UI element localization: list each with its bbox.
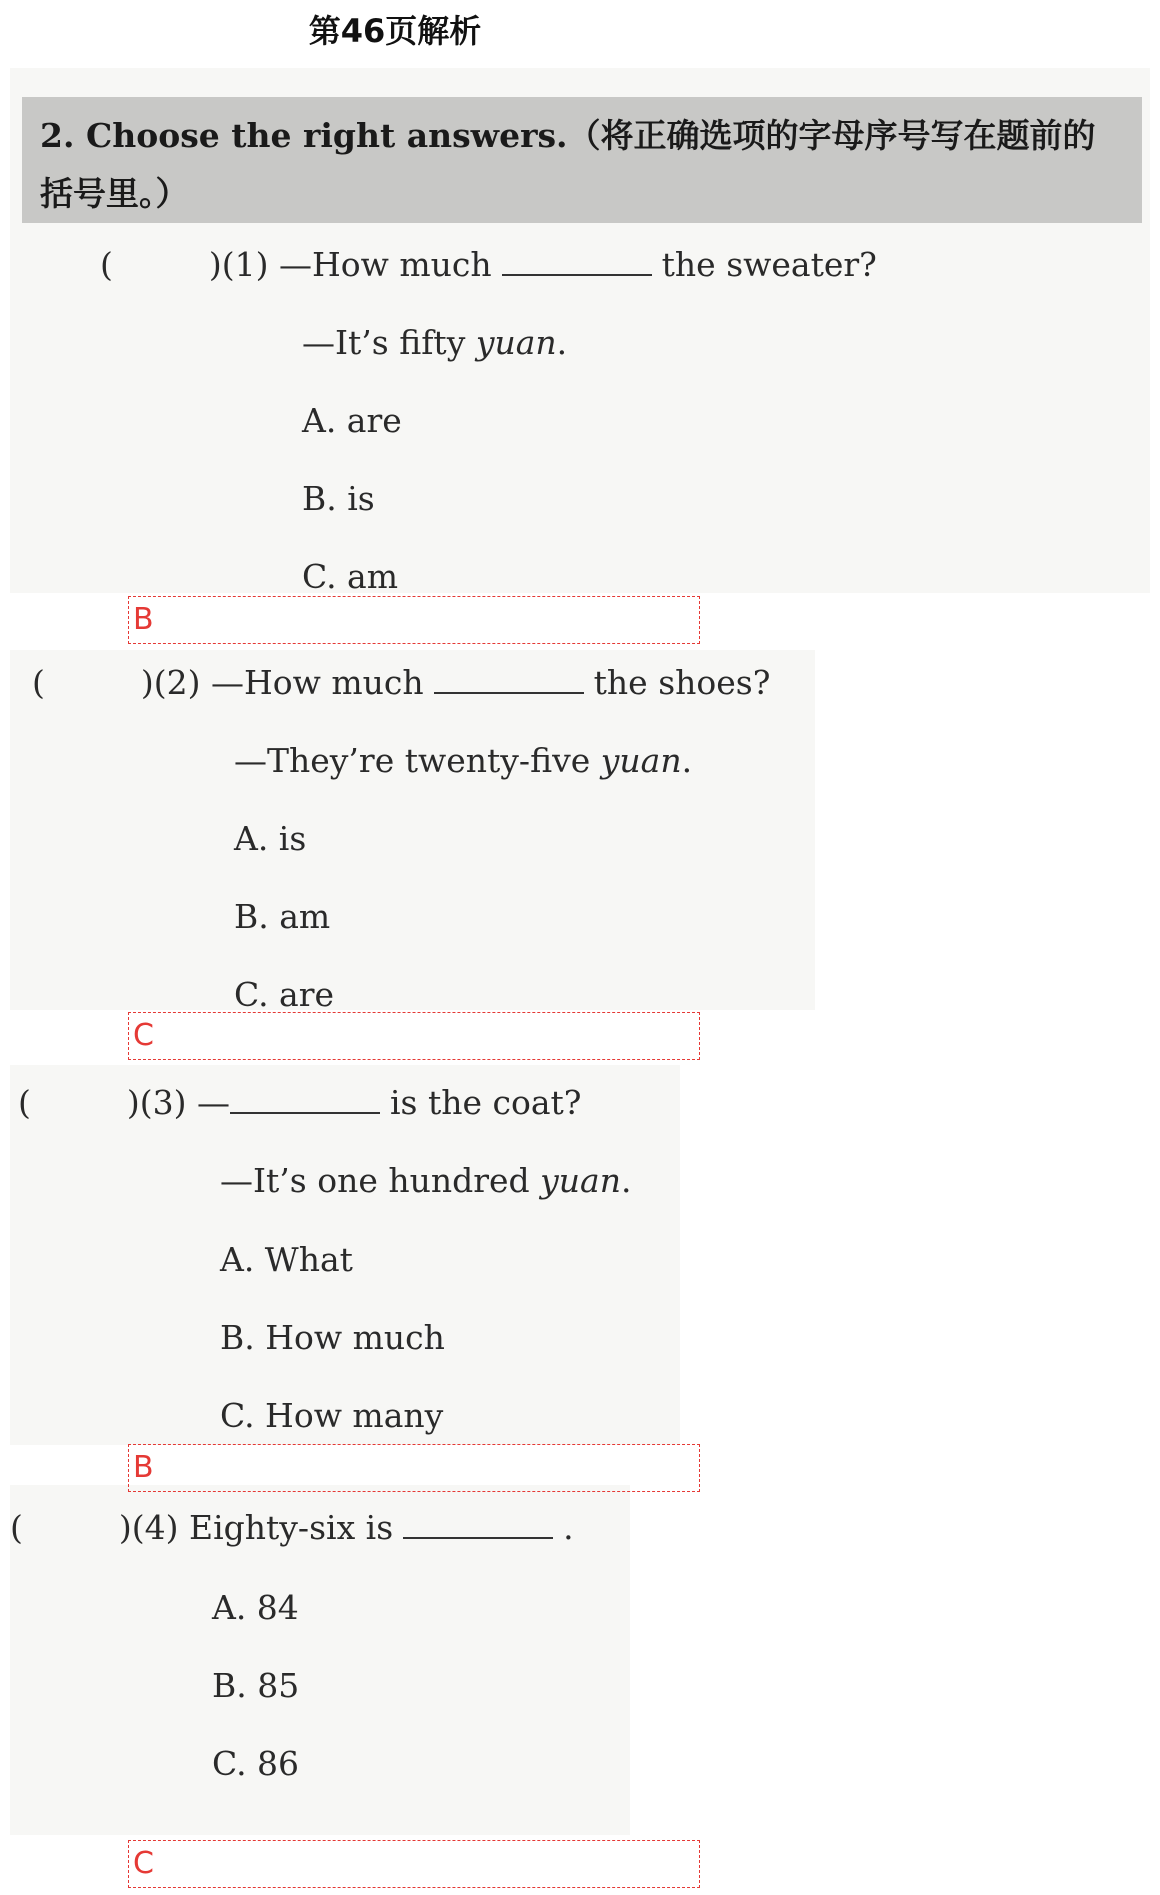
answer-paren-open: ( xyxy=(100,245,113,284)
reply-text: —They’re twenty-five xyxy=(234,741,601,780)
answer-box-3: B xyxy=(128,1444,700,1492)
reply-text: . xyxy=(681,741,693,780)
stem-text: is the coat? xyxy=(390,1083,582,1122)
answer-box-1: B xyxy=(128,596,700,644)
question-3-option-a: A. What xyxy=(220,1240,353,1279)
question-2-reply xyxy=(234,741,692,781)
reply-text: . xyxy=(556,323,568,362)
stem-text: the shoes? xyxy=(593,663,771,702)
question-3-reply xyxy=(220,1161,631,1201)
instruction-header: 2. Choose the right answers.（将正确选项的字母序号写在题前的括号里。） xyxy=(22,97,1142,223)
question-2-option-b: B. am xyxy=(234,897,331,936)
page-title: 第46页解析 xyxy=(308,12,482,50)
question-1-option-b: B. is xyxy=(302,479,375,518)
question-number: )(1) xyxy=(208,245,269,284)
reply-italic: yuan xyxy=(540,1161,621,1200)
question-2-option-c: C. are xyxy=(234,975,335,1014)
answer-paren-open: ( xyxy=(32,663,45,702)
reply-text: —It’s one hundred xyxy=(220,1161,541,1200)
stem-text: —How much xyxy=(279,245,492,284)
question-1-option-c: C. am xyxy=(302,557,399,596)
question-4-stem xyxy=(10,1508,574,1548)
answer-blank xyxy=(230,1086,380,1114)
scan-panel-2 xyxy=(10,650,815,1010)
question-4-option-c: C. 86 xyxy=(212,1744,300,1783)
question-1-reply xyxy=(302,323,567,363)
answer-blank xyxy=(502,248,652,276)
question-2-stem xyxy=(32,663,770,703)
answer-box-2: C xyxy=(128,1012,700,1060)
question-3-option-b: B. How much xyxy=(220,1318,445,1357)
answer-box-4: C xyxy=(128,1840,700,1888)
reply-text: —It’s fifty xyxy=(302,323,476,362)
reply-text: . xyxy=(620,1161,632,1200)
question-3-stem xyxy=(18,1083,582,1123)
question-2-option-a: A. is xyxy=(234,819,307,858)
question-1-stem xyxy=(100,245,877,285)
answer-paren-open: ( xyxy=(10,1508,23,1547)
reply-italic: yuan xyxy=(600,741,682,780)
stem-text: the sweater? xyxy=(661,245,877,284)
question-4-option-b: B. 85 xyxy=(212,1666,300,1705)
stem-text: —How much xyxy=(211,663,424,702)
question-number: )(3) xyxy=(126,1083,187,1122)
answer-paren-open: ( xyxy=(18,1083,31,1122)
question-number: )(2) xyxy=(140,663,201,702)
question-number: )(4) xyxy=(118,1508,179,1547)
stem-text: Eighty-six is xyxy=(189,1508,394,1547)
question-3-option-c: C. How many xyxy=(220,1396,444,1435)
stem-text: — xyxy=(197,1083,230,1122)
answer-blank xyxy=(403,1511,553,1539)
answer-blank xyxy=(434,666,584,694)
stem-text: . xyxy=(563,1508,574,1547)
reply-italic: yuan xyxy=(475,323,557,362)
question-4-option-a: A. 84 xyxy=(212,1588,299,1627)
question-1-option-a: A. are xyxy=(302,401,402,440)
